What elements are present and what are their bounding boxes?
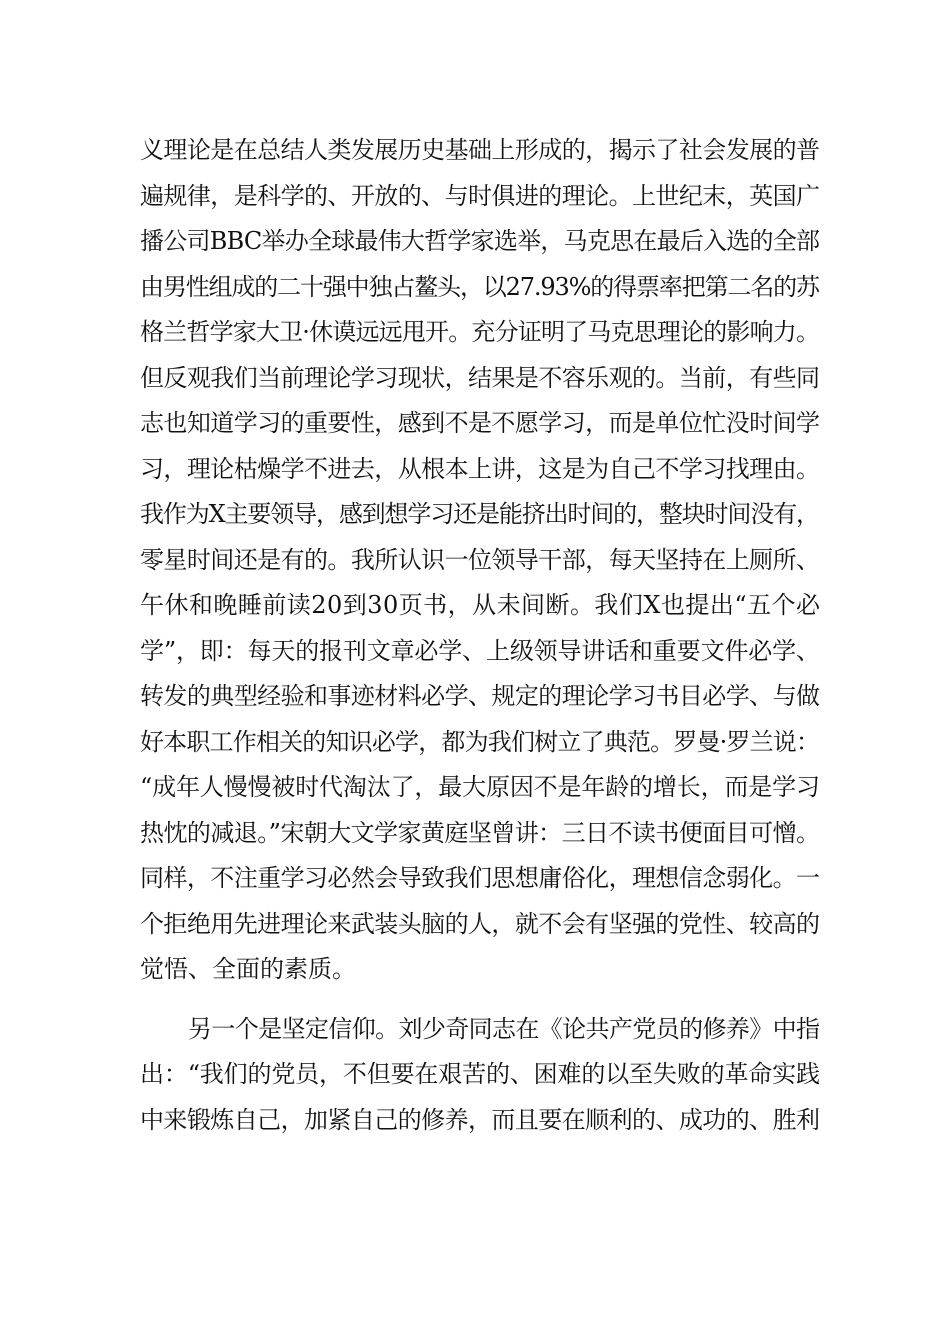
text-line: 午休和晚睡前读20到30页书，从未间断。我们X也提出“五个必 [140, 591, 820, 619]
text-line: 热忱的减退。”宋朝大文学家黄庭坚曾讲：三日不读书便面目可憎。 [140, 818, 820, 847]
text-line: 个拒绝用先进理论来武装头脑的人，就不会有坚强的党性、较高的 [140, 909, 820, 938]
text-line: 觉悟、全面的素质。 [140, 955, 356, 983]
text-line: 学”，即：每天的报刊文章必学、上级领导讲话和重要文件必学、 [140, 636, 820, 665]
document-body [140, 128, 820, 1143]
text-line: 出：“我们的党员，不但要在艰苦的、困难的以至失败的革命实践 [140, 1060, 820, 1088]
text-line: 习，理论枯燥学不进去，从根本上讲，这是为自己不学习找理由。 [140, 454, 820, 483]
text-line: 格兰哲学家大卫·休谟远远甩开。充分证明了马克思理论的影响力。 [140, 318, 820, 346]
text-line: 由男性组成的二十强中独占鳌头，以27.93%的得票率把第二名的苏 [140, 272, 819, 301]
text-line: 转发的典型经验和事迹材料必学、规定的理论学习书目必学、与做 [140, 682, 820, 710]
text-line: 中来锻炼自己，加紧自己的修养，而且要在顺利的、成功的、胜利 [140, 1105, 820, 1134]
text-line: 志也知道学习的重要性，感到不是不愿学习，而是单位忙没时间学 [140, 409, 820, 437]
text-line: 播公司BBC举办全球最伟大哲学家选举，马克思在最后入选的全部 [140, 227, 820, 255]
text-line: 义理论是在总结人类发展历史基础上形成的，揭示了社会发展的普 [140, 136, 820, 164]
paragraph-start-line: 另一个是坚定信仰。刘少奇同志在《论共产党员的修养》中指 [188, 1014, 820, 1043]
text-line: 好本职工作相关的知识必学，都为我们树立了典范。罗曼·罗兰说： [140, 727, 820, 756]
text-line: 但反观我们当前理论学习现状，结果是不容乐观的。当前，有些同 [140, 363, 820, 392]
text-line: 零星时间还是有的。我所认识一位领导干部，每天坚持在上厕所、 [140, 545, 820, 574]
text-line: 遍规律，是科学的、开放的、与时俱进的理论。上世纪末，英国广 [140, 181, 820, 210]
text-line: 同样，不注重学习必然会导致我们思想庸俗化，理想信念弱化。一 [140, 864, 820, 892]
text-line: 我作为X主要领导，感到想学习还是能挤出时间的，整块时间没有， [140, 500, 819, 528]
text-line: “成年人慢慢被时代淘汰了，最大原因不是年龄的增长，而是学习 [140, 773, 820, 801]
